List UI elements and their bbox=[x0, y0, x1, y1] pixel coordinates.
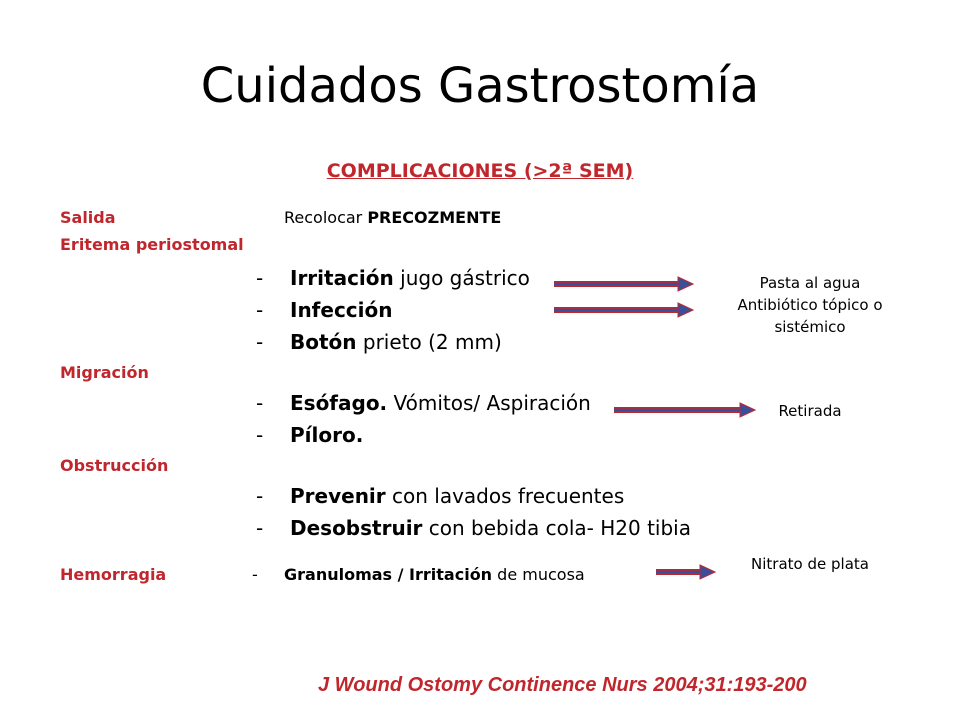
obstruccion-item bbox=[256, 516, 691, 540]
bullet-dash: - bbox=[256, 423, 264, 447]
migracion-item bbox=[256, 423, 363, 447]
item-bold: Granulomas / Irritación bbox=[284, 565, 493, 584]
note-line: Pasta al agua bbox=[759, 274, 861, 292]
note-line: Antibiótico tópico o bbox=[737, 296, 883, 314]
arrow-icon bbox=[614, 402, 756, 418]
item-bold: Píloro. bbox=[290, 423, 364, 447]
arrow-icon bbox=[656, 564, 716, 580]
bullet-dash: - bbox=[256, 516, 264, 540]
arrow-icon bbox=[554, 276, 694, 292]
item-text: Vómitos/ Aspiración bbox=[387, 391, 591, 415]
item-bold: Irritación bbox=[290, 266, 394, 290]
eritema-item bbox=[256, 266, 530, 290]
item-text: con bebida cola- H20 tibia bbox=[422, 516, 691, 540]
salida-label: Salida bbox=[60, 208, 116, 227]
salida-action-text: Recolocar bbox=[284, 208, 368, 227]
item-bold: Prevenir bbox=[290, 484, 386, 508]
hemorragia-item bbox=[252, 565, 585, 584]
citation: J Wound Ostomy Continence Nurs 2004;31:193-200 bbox=[318, 674, 807, 696]
bullet-dash: - bbox=[256, 298, 264, 322]
bullet-dash: - bbox=[256, 391, 264, 415]
item-bold: Infección bbox=[290, 298, 393, 322]
eritema-item bbox=[256, 298, 393, 322]
item-bold: Esófago. bbox=[290, 391, 388, 415]
bullet-dash: - bbox=[252, 565, 258, 584]
salida-action-bold: PRECOZMENTE bbox=[367, 208, 502, 227]
salida-action bbox=[284, 208, 501, 227]
migracion-label: Migración bbox=[60, 363, 149, 382]
slide-subtitle: COMPLICACIONES (>2ª SEM) bbox=[326, 160, 634, 182]
bullet-dash: - bbox=[256, 266, 264, 290]
item-bold: Botón bbox=[290, 330, 357, 354]
bullet-dash: - bbox=[256, 330, 264, 354]
eritema-item bbox=[256, 330, 502, 354]
hemorragia-label: Hemorragia bbox=[60, 565, 167, 584]
hemorragia-note: Nitrato de plata bbox=[751, 555, 869, 573]
item-bold: Desobstruir bbox=[290, 516, 423, 540]
item-text: con lavados frecuentes bbox=[385, 484, 625, 508]
eritema-label: Eritema periostomal bbox=[60, 235, 244, 254]
arrow-icon bbox=[554, 302, 694, 318]
slide-title: Cuidados Gastrostomía bbox=[200, 58, 760, 114]
item-text: prieto (2 mm) bbox=[356, 330, 502, 354]
obstruccion-label: Obstrucción bbox=[60, 456, 169, 475]
item-text: de mucosa bbox=[492, 565, 585, 584]
bullet-dash: - bbox=[256, 484, 264, 508]
migracion-note: Retirada bbox=[778, 402, 842, 420]
obstruccion-item bbox=[256, 484, 624, 508]
eritema-note bbox=[710, 272, 910, 338]
note-line: sistémico bbox=[774, 318, 846, 336]
migracion-item bbox=[256, 391, 591, 415]
item-text: jugo gástrico bbox=[393, 266, 530, 290]
